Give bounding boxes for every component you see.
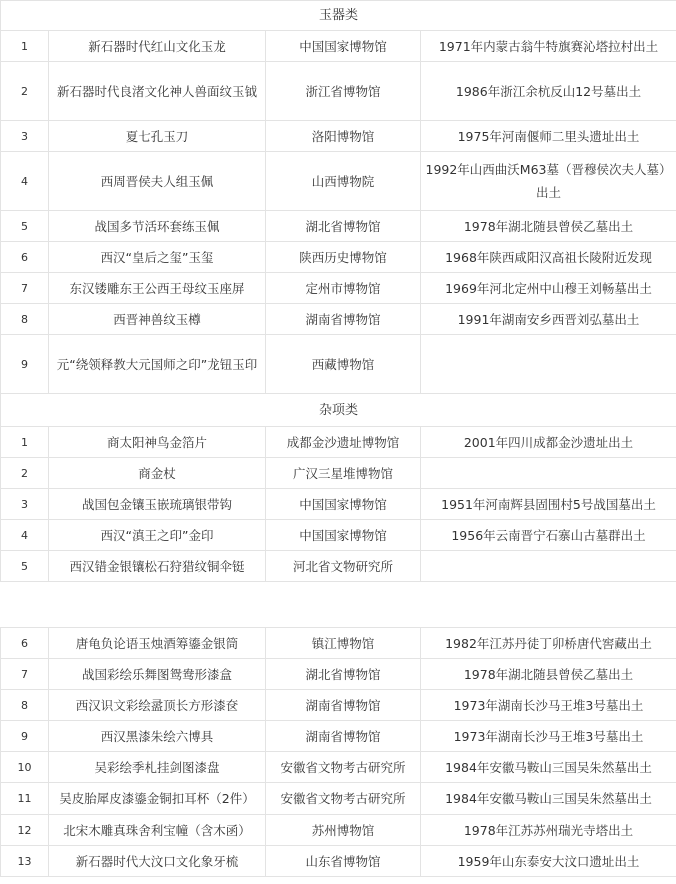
excavation-info: 2001年四川成都金沙遗址出土 bbox=[421, 427, 676, 458]
table-row bbox=[1, 690, 676, 721]
row-number: 5 bbox=[1, 211, 49, 242]
excavation-info: 1986年浙江余杭反山12号墓出土 bbox=[421, 62, 676, 121]
relic-name: 西汉错金银镶松石狩猎纹铜伞铤 bbox=[49, 551, 266, 582]
excavation-info bbox=[421, 335, 676, 394]
museum-name: 中国国家博物馆 bbox=[266, 31, 421, 62]
excavation-info: 1992年山西曲沃M63墓（晋穆侯次夫人墓）出土 bbox=[421, 152, 676, 211]
relic-name: 战国彩绘乐舞图鸳鸯形漆盒 bbox=[49, 659, 266, 690]
row-number: 9 bbox=[1, 721, 49, 752]
excavation-info: 1984年安徽马鞍山三国吴朱然墓出土 bbox=[421, 783, 676, 815]
row-number: 13 bbox=[1, 846, 49, 877]
museum-name: 安徽省文物考古研究所 bbox=[266, 783, 421, 815]
row-number: 1 bbox=[1, 31, 49, 62]
row-number: 8 bbox=[1, 304, 49, 335]
relic-name: 西汉黑漆朱绘六博具 bbox=[49, 721, 266, 752]
relic-name: 西周晋侯夫人组玉佩 bbox=[49, 152, 266, 211]
excavation-info: 1973年湖南长沙马王堆3号墓出土 bbox=[421, 721, 676, 752]
excavation-info: 1968年陕西咸阳汉高祖长陵附近发现 bbox=[421, 242, 676, 273]
excavation-info: 1973年湖南长沙马王堆3号墓出土 bbox=[421, 690, 676, 721]
museum-name: 中国国家博物馆 bbox=[266, 520, 421, 551]
table-row bbox=[1, 752, 676, 783]
row-number: 7 bbox=[1, 659, 49, 690]
relic-name: 西晋神兽纹玉樽 bbox=[49, 304, 266, 335]
row-number: 9 bbox=[1, 335, 49, 394]
relic-name: 商太阳神鸟金箔片 bbox=[49, 427, 266, 458]
row-number: 4 bbox=[1, 152, 49, 211]
museum-name: 湖北省博物馆 bbox=[266, 211, 421, 242]
excavation-info: 1978年湖北随县曾侯乙墓出土 bbox=[421, 659, 676, 690]
table-row bbox=[1, 846, 676, 877]
table-row bbox=[1, 659, 676, 690]
museum-name: 山西博物院 bbox=[266, 152, 421, 211]
table-row bbox=[1, 242, 676, 273]
relic-name: 唐龟负论语玉烛酒筹鎏金银筒 bbox=[49, 628, 266, 659]
row-number: 4 bbox=[1, 520, 49, 551]
row-number: 6 bbox=[1, 628, 49, 659]
relic-name: 战国多节活环套练玉佩 bbox=[49, 211, 266, 242]
museum-name: 西藏博物馆 bbox=[266, 335, 421, 394]
relic-name: 新石器时代大汶口文化象牙梳 bbox=[49, 846, 266, 877]
museum-name: 苏州博物馆 bbox=[266, 815, 421, 846]
museum-name: 湖南省博物馆 bbox=[266, 721, 421, 752]
excavation-info: 1978年江苏苏州瑞光寺塔出土 bbox=[421, 815, 676, 846]
excavation-info: 1982年江苏丹徒丁卯桥唐代窖藏出土 bbox=[421, 628, 676, 659]
row-number: 8 bbox=[1, 690, 49, 721]
table-row bbox=[1, 721, 676, 752]
relic-name: 新石器时代良渚文化神人兽面纹玉钺 bbox=[49, 62, 266, 121]
relic-name: 吴皮胎犀皮漆鎏金铜扣耳杯（2件） bbox=[49, 783, 266, 815]
relic-name: 战国包金镶玉嵌琉璃银带钩 bbox=[49, 489, 266, 520]
row-number: 2 bbox=[1, 62, 49, 121]
table-row bbox=[1, 489, 676, 520]
museum-name: 安徽省文物考古研究所 bbox=[266, 752, 421, 783]
excavation-info: 1959年山东泰安大汶口遗址出土 bbox=[421, 846, 676, 877]
row-number: 11 bbox=[1, 783, 49, 815]
row-number: 12 bbox=[1, 815, 49, 846]
table-row bbox=[1, 335, 676, 394]
excavation-info: 1971年内蒙古翁牛特旗赛沁塔拉村出土 bbox=[421, 31, 676, 62]
section-title: 杂项类 bbox=[1, 394, 676, 427]
row-number: 7 bbox=[1, 273, 49, 304]
excavation-info: 1969年河北定州中山穆王刘畅墓出土 bbox=[421, 273, 676, 304]
museum-name: 湖南省博物馆 bbox=[266, 690, 421, 721]
table-row bbox=[1, 458, 676, 489]
relic-name: 吴彩绘季札挂剑图漆盘 bbox=[49, 752, 266, 783]
table-row bbox=[1, 211, 676, 242]
museum-name: 湖北省博物馆 bbox=[266, 659, 421, 690]
relic-name: 西汉“皇后之玺”玉玺 bbox=[49, 242, 266, 273]
row-number: 10 bbox=[1, 752, 49, 783]
excavation-info: 1956年云南晋宁石寨山古墓群出土 bbox=[421, 520, 676, 551]
relics-table-body bbox=[1, 628, 676, 877]
museum-name: 陕西历史博物馆 bbox=[266, 242, 421, 273]
table-gap bbox=[0, 590, 676, 627]
row-number: 3 bbox=[1, 121, 49, 152]
excavation-info: 1991年湖南安乡西晋刘弘墓出土 bbox=[421, 304, 676, 335]
excavation-info: 1975年河南偃师二里头遗址出土 bbox=[421, 121, 676, 152]
table-row bbox=[1, 815, 676, 846]
row-number: 6 bbox=[1, 242, 49, 273]
relic-name: 新石器时代红山文化玉龙 bbox=[49, 31, 266, 62]
table-row bbox=[1, 121, 676, 152]
relic-name: 北宋木雕真珠舍利宝幢（含木函） bbox=[49, 815, 266, 846]
relic-name: 夏七孔玉刀 bbox=[49, 121, 266, 152]
excavation-info bbox=[421, 458, 676, 489]
relic-name: 东汉镂雕东王公西王母纹玉座屏 bbox=[49, 273, 266, 304]
relic-name: 西汉识文彩绘盝顶长方形漆奁 bbox=[49, 690, 266, 721]
museum-name: 广汉三星堆博物馆 bbox=[266, 458, 421, 489]
museum-name: 河北省文物研究所 bbox=[266, 551, 421, 582]
table-row bbox=[1, 31, 676, 62]
table-row bbox=[1, 628, 676, 659]
museum-name: 湖南省博物馆 bbox=[266, 304, 421, 335]
relic-name: 西汉“滇王之印”金印 bbox=[49, 520, 266, 551]
row-number: 3 bbox=[1, 489, 49, 520]
excavation-info bbox=[421, 551, 676, 582]
museum-name: 中国国家博物馆 bbox=[266, 489, 421, 520]
relics-table-bottom bbox=[0, 627, 676, 877]
table-row bbox=[1, 520, 676, 551]
relic-name: 元“绕领释教大元国师之印”龙钮玉印 bbox=[49, 335, 266, 394]
relics-table-body bbox=[1, 1, 676, 582]
museum-name: 定州市博物馆 bbox=[266, 273, 421, 304]
section-header-row bbox=[1, 394, 676, 427]
table-row bbox=[1, 427, 676, 458]
table-row bbox=[1, 152, 676, 211]
table-row bbox=[1, 62, 676, 121]
section-header-row bbox=[1, 1, 676, 31]
row-number: 2 bbox=[1, 458, 49, 489]
table-row bbox=[1, 304, 676, 335]
museum-name: 成都金沙遗址博物馆 bbox=[266, 427, 421, 458]
museum-name: 洛阳博物馆 bbox=[266, 121, 421, 152]
row-number: 5 bbox=[1, 551, 49, 582]
excavation-info: 1978年湖北随县曾侯乙墓出土 bbox=[421, 211, 676, 242]
excavation-info: 1951年河南辉县固围村5号战国墓出土 bbox=[421, 489, 676, 520]
table-row bbox=[1, 551, 676, 582]
section-title: 玉器类 bbox=[1, 1, 676, 31]
museum-name: 浙江省博物馆 bbox=[266, 62, 421, 121]
museum-name: 山东省博物馆 bbox=[266, 846, 421, 877]
relic-name: 商金杖 bbox=[49, 458, 266, 489]
row-number: 1 bbox=[1, 427, 49, 458]
table-row bbox=[1, 783, 676, 815]
table-row bbox=[1, 273, 676, 304]
excavation-info: 1984年安徽马鞍山三国吴朱然墓出土 bbox=[421, 752, 676, 783]
museum-name: 镇江博物馆 bbox=[266, 628, 421, 659]
